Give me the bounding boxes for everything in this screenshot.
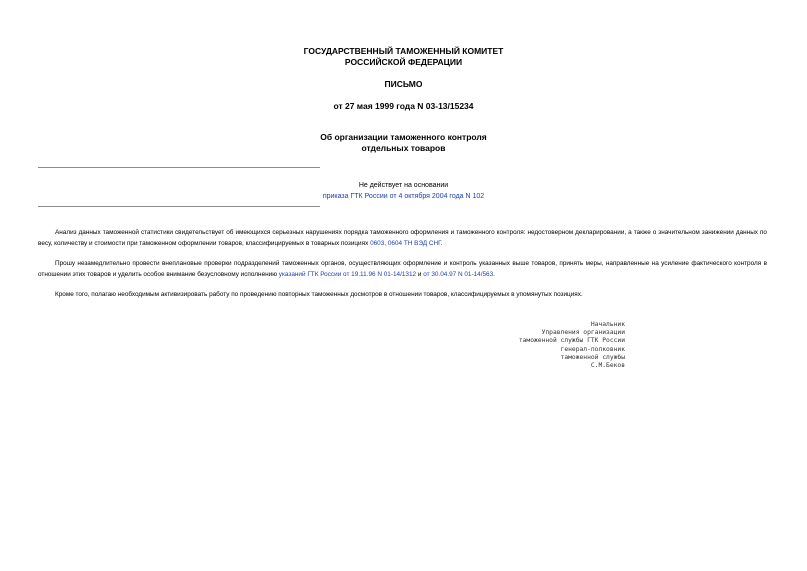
tnved-codes-link[interactable]: 0603, 0604 ТН ВЭД СНГ <box>370 239 441 247</box>
signature-line: С.М.Беков <box>590 362 625 370</box>
status-notice: Не действует на основании <box>358 182 449 189</box>
signature-line: таможенной службы <box>560 353 625 361</box>
subject-line1: Об организации таможенного контроля <box>320 132 487 142</box>
gtk-instruction-1312-link[interactable]: указаний ГТК России от 19.11.96 N 01-14/1312 <box>278 270 417 278</box>
divider-top <box>38 167 320 168</box>
body-paragraph-1 <box>38 228 767 249</box>
paragraph-2-text: Прошу незамедлительно провести внеплановые проверки подразделений таможенных органов, осуществляющих оформление и контроль указанных выше товаров, принять меры, направленные на усиление фактического контроля в отношении этих товаров и уделить особое внимание безусловному исполнению <box>38 260 767 278</box>
signature-line: генерал-полковник <box>560 345 625 353</box>
org-name-line2: РОССИЙСКОЙ ФЕДЕРАЦИИ <box>344 57 463 67</box>
paragraph-2-end: . <box>493 270 495 278</box>
signature-block <box>480 321 625 370</box>
document-type: ПИСЬМО <box>384 79 423 89</box>
org-name-line1: ГОСУДАРСТВЕННЫЙ ТАМОЖЕННЫЙ КОМИТЕТ <box>303 46 504 56</box>
status-notice-link-line <box>0 191 807 202</box>
signature-line: таможенной службы ГТК России <box>518 337 625 345</box>
signature-line: Начальник <box>590 321 625 328</box>
divider-bottom <box>38 206 320 207</box>
body-paragraph-3: Кроме того, полагаю необходимым активизировать работу по проведению повторных таможенных досмотров в отношении товаров, классифицируемых в упомянутых позициях. <box>55 291 583 298</box>
paragraph-1-end: . <box>440 239 443 247</box>
paragraph-1-text: Анализ данных таможенной статистики свидетельствует об имеющихся серьезных нарушениях порядка таможенного оформления и таможенного контроля: недостоверном декларировании, а также о значительном занижении данных по весу, количеству и стоимости при таможенном оформлении товаров, классифицируемых в товарных позициях <box>38 229 767 247</box>
document-date-number: от 27 мая 1999 года N 03-13/15234 <box>333 101 474 111</box>
paragraph-2-mid: и <box>416 270 424 278</box>
subject-line2: отдельных товаров <box>361 143 446 153</box>
body-paragraph-2 <box>38 259 767 280</box>
repeal-order-link[interactable]: приказа ГТК России от 4 октября 2004 года N 102 <box>322 193 485 200</box>
gtk-instruction-563-link[interactable]: от 30.04.97 N 01-14/563 <box>423 270 494 278</box>
signature-line: Управления организации <box>541 329 625 337</box>
